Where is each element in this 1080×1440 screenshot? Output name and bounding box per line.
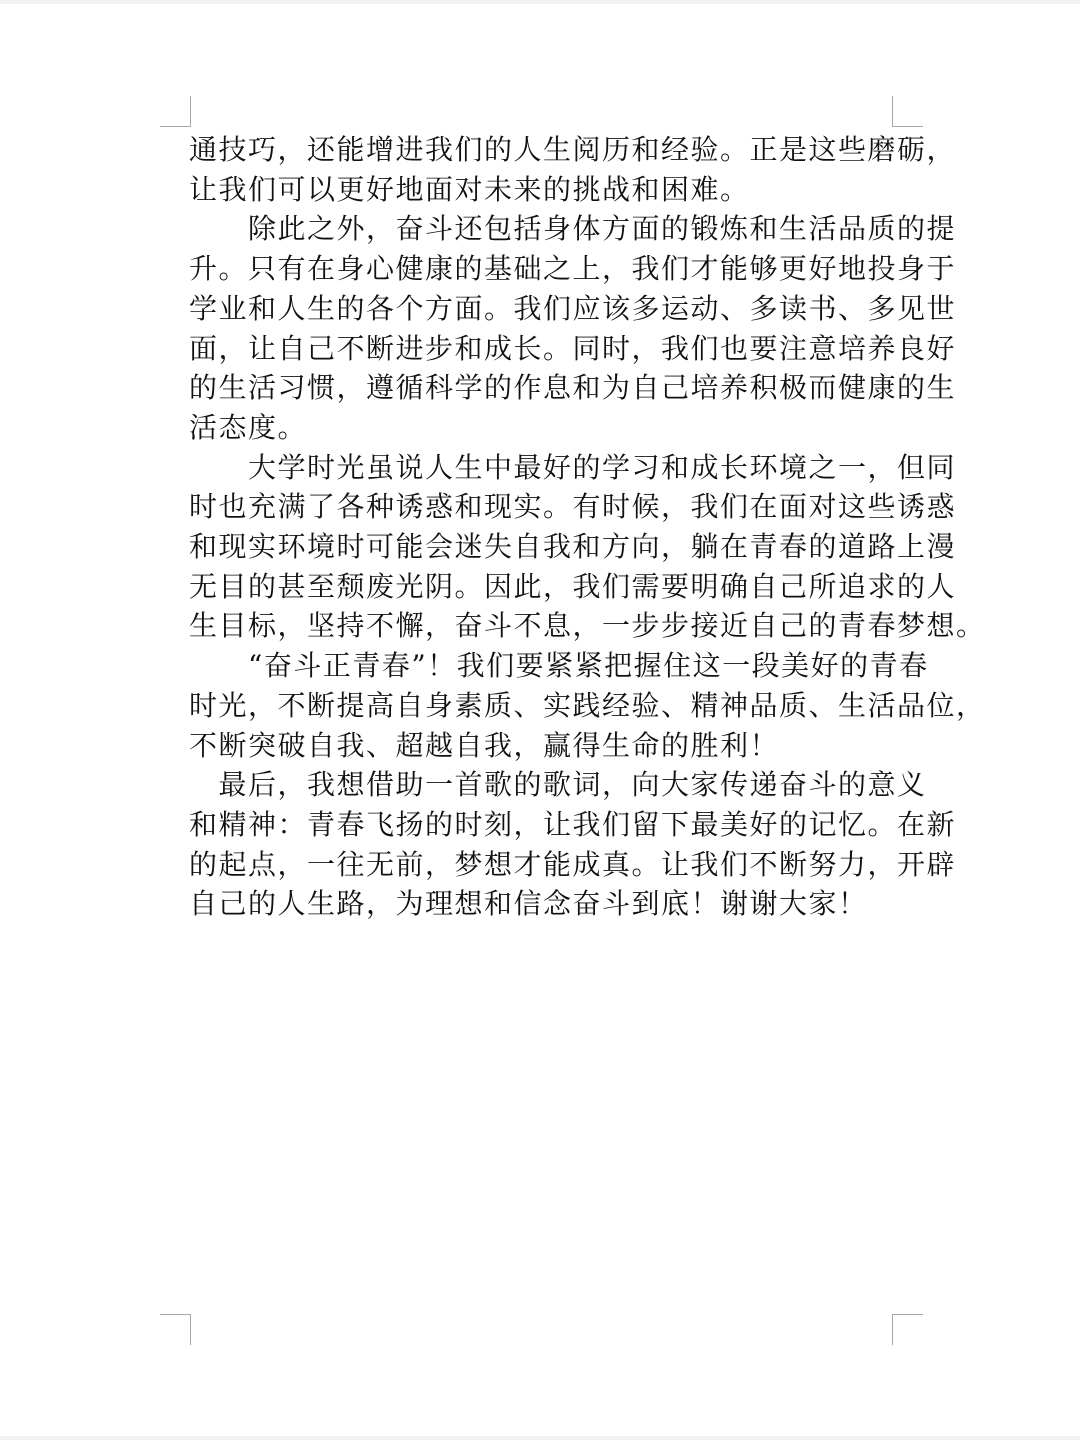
text-line: 和现实环境时可能会迷失自我和方向，躺在青春的道路上漫 <box>189 530 957 564</box>
text-line: 学业和人生的各个方面。我们应该多运动、多读书、多见世 <box>189 291 957 325</box>
text-line: 生目标，坚持不懈，奋斗不息，一步步接近自己的青春梦想。 <box>189 609 986 643</box>
crop-mark-top-left <box>160 96 191 127</box>
text-line: 不断突破自我、超越自我，赢得生命的胜利！ <box>189 728 780 762</box>
text-line: 的起点，一往无前，梦想才能成真。让我们不断努力，开辟 <box>189 847 957 881</box>
text-line: 和精神：青春飞扬的时刻，让我们留下最美好的记忆。在新 <box>189 807 957 841</box>
paragraph-5 <box>189 765 957 924</box>
text-line: 除此之外，奋斗还包括身体方面的锻炼和生活品质的提 <box>189 212 957 246</box>
text-line: 活态度。 <box>189 410 308 444</box>
text-line: 无目的甚至颓废光阴。因此，我们需要明确自己所追求的人 <box>189 569 957 603</box>
page-bottom-edge <box>0 1436 1080 1440</box>
text-line: 大学时光虽说人生中最好的学习和成长环境之一，但同 <box>189 450 957 484</box>
text-line: 让我们可以更好地面对未来的挑战和困难。 <box>189 172 750 206</box>
paragraph-2 <box>189 209 957 447</box>
text-line: 自己的人生路，为理想和信念奋斗到底！谢谢大家！ <box>189 887 868 921</box>
text-line: 通技巧，还能增进我们的人生阅历和经验。正是这些磨砺， <box>189 133 957 166</box>
text-line: 面，让自己不断进步和成长。同时，我们也要注意培养良好 <box>189 331 957 365</box>
text-line: 时也充满了各种诱惑和现实。有时候，我们在面对这些诱惑 <box>189 490 957 524</box>
text-line: 最后，我想借助一首歌的歌词，向大家传递奋斗的意义 <box>189 768 927 802</box>
crop-mark-bottom-right <box>892 1314 923 1345</box>
paragraph-3 <box>189 448 986 647</box>
text-line: 升。只有在身心健康的基础之上，我们才能够更好地投身于 <box>189 252 957 286</box>
text-line: “奋斗正青春”！我们要紧紧把握住这一段美好的青春 <box>189 649 929 683</box>
paragraph-4 <box>189 646 986 765</box>
crop-mark-bottom-left <box>160 1314 191 1345</box>
text-line: 时光，不断提高自身素质、实践经验、精神品质、生活品位， <box>189 688 986 722</box>
paragraph-1 <box>189 130 957 209</box>
crop-mark-top-right <box>892 96 923 127</box>
text-line: 的生活习惯，遵循科学的作息和为自己培养积极而健康的生 <box>189 371 957 405</box>
document-body <box>189 130 986 924</box>
page-top-edge <box>0 0 1080 4</box>
